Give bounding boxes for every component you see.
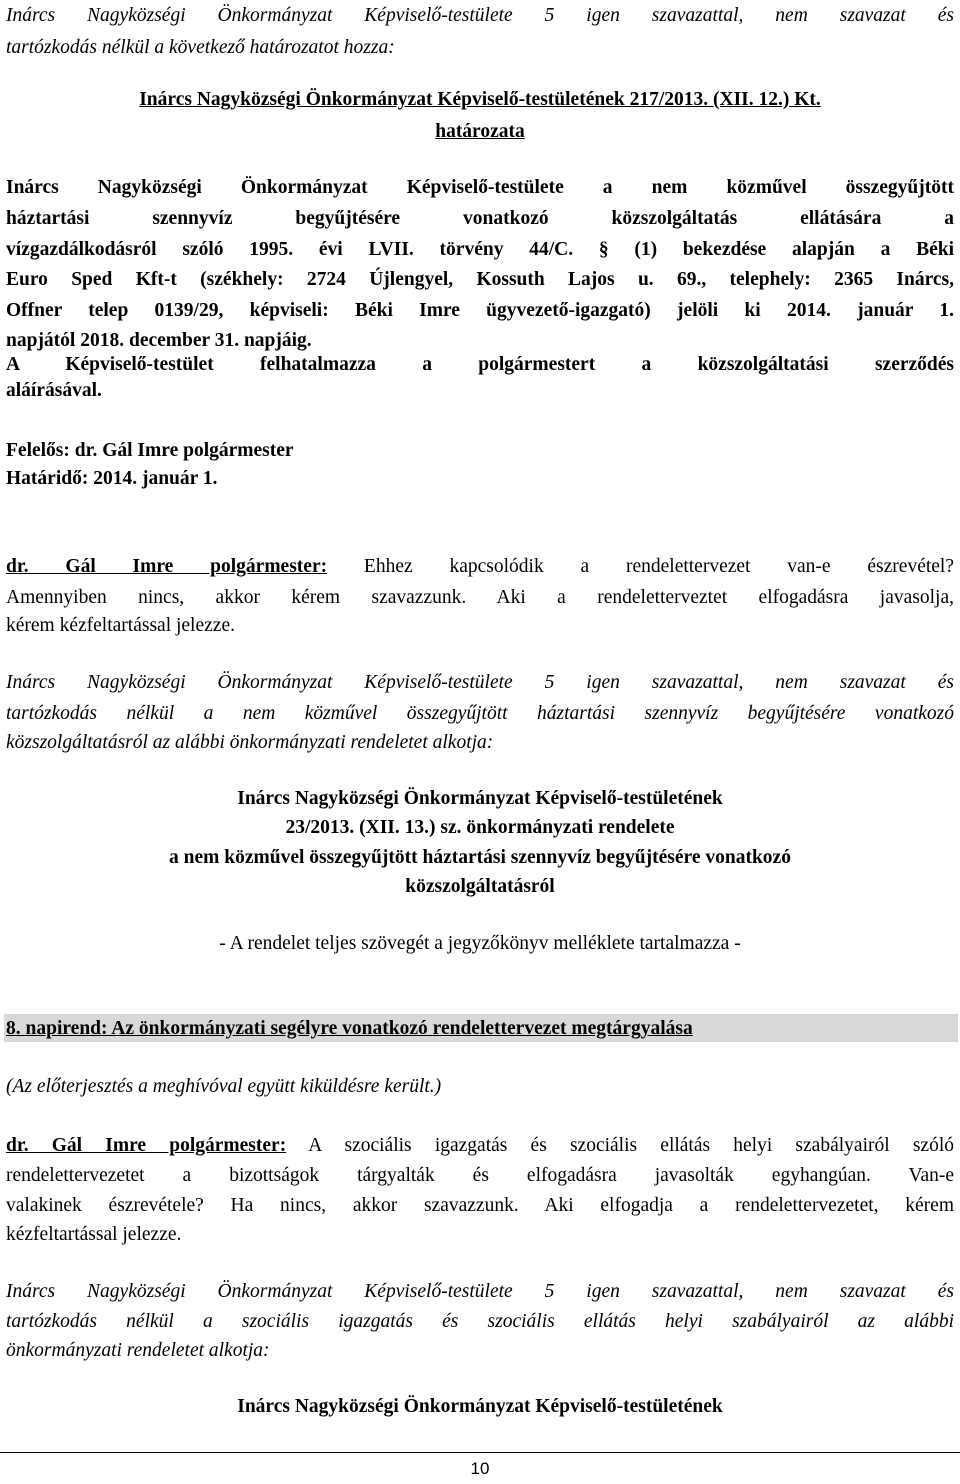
agenda-number: 8. napirend:: [6, 1018, 108, 1039]
resolution-body-line: napjától 2018. december 31. napjáig.: [6, 330, 312, 351]
responsible-line: Felelős: dr. Gál Imre polgármester: [6, 440, 294, 461]
resolution-body-line: A Képviselő-testület felhatalmazza a polgármestert a közszolgáltatási szerződés: [6, 354, 954, 375]
speech-text: Ehhez kapcsolódik a rendelettervezet van-e észrevétel?: [327, 556, 954, 577]
footer-divider: [0, 1452, 960, 1453]
resolution-subtitle-text: határozata: [435, 121, 525, 142]
speech-line: Amennyiben nincs, akkor kérem szavazzunk. Aki a rendeletterveztet elfogadásra javasolja,: [6, 587, 954, 608]
deadline-line: Határidő: 2014. január 1.: [6, 468, 218, 489]
agenda-title: Az önkormányzati segélyre vonatkozó rendelettervezet megtárgyalása: [107, 1018, 693, 1039]
decree-title: Inárcs Nagyközségi Önkormányzat Képviselő-testületének: [237, 1396, 723, 1417]
resolution-body-line: Euro Sped Kft-t (székhely: 2724 Újlengyel, Kossuth Lajos u. 69., telephely: 2365 Inárcs,: [6, 269, 954, 290]
resolution-subtitle: [0, 120, 960, 144]
speech-line: valakinek észrevétele? Ha nincs, akkor szavazzunk. Aki elfogadja a rendelettervezetet, kérem: [6, 1195, 954, 1216]
resolution-title-text: Inárcs Nagyközségi Önkormányzat Képviselő-testületének 217/2013. (XII. 12.) Kt.: [139, 89, 821, 110]
decree-number: 23/2013. (XII. 13.) sz. önkormányzati rendelete: [285, 817, 675, 838]
agenda-note: (Az előterjesztés a meghívóval együtt kiküldésre került.): [6, 1076, 442, 1097]
agenda-heading: [6, 1017, 954, 1041]
speech-line: kérem kézfeltartással jelezze.: [6, 615, 235, 636]
speech-line: kézfeltartással jelezze.: [6, 1224, 182, 1245]
vote-statement-line: Inárcs Nagyközségi Önkormányzat Képviselő-testülete 5 igen szavazattal, nem szavazat és: [6, 672, 954, 693]
decree-subject: a nem közművel összegyűjtött háztartási szennyvíz begyűjtésére vonatkozó: [169, 847, 791, 868]
vote-statement-line: közszolgáltatásról az alábbi önkormányzati rendeletet alkotja:: [6, 732, 494, 753]
resolution-title: [0, 88, 960, 112]
resolution-body-line: Inárcs Nagyközségi Önkormányzat Képviselő-testülete a nem közművel összegyűjtött: [6, 177, 954, 198]
speech-line: rendelettervezetet a bizottságok tárgyalták és elfogadásra javasolták egyhangúan. Van-e: [6, 1165, 954, 1186]
decree-note: - A rendelet teljes szövegét a jegyzőkönyv melléklete tartalmazza -: [219, 933, 741, 954]
speech-line: [6, 1134, 954, 1158]
vote-statement-line: Inárcs Nagyközségi Önkormányzat Képviselő-testülete 5 igen szavazattal, nem szavazat és: [6, 5, 954, 26]
resolution-body-line: vízgazdálkodásról szóló 1995. évi LVII. törvény 44/C. § (1) bekezdése alapján a Béki: [6, 239, 954, 260]
resolution-body-line: Offner telep 0139/29, képviseli: Béki Imre ügyvezető-igazgató) jelöli ki 2014. január 1.: [6, 300, 954, 321]
vote-statement-line: tartózkodás nélkül a következő határozatot hozza:: [6, 37, 395, 58]
vote-statement-line: tartózkodás nélkül a nem közművel összegyűjtött háztartási szennyvíz begyűjtésére vonatkozó: [6, 703, 954, 724]
decree-subject: közszolgáltatásról: [405, 876, 555, 897]
speech-text: A szociális igazgatás és szociális ellátás helyi szabályairól szóló: [286, 1135, 954, 1156]
page-number: 10: [470, 1459, 490, 1478]
speech-line: [6, 555, 954, 579]
decree-title: Inárcs Nagyközségi Önkormányzat Képviselő-testületének: [237, 788, 723, 809]
vote-statement-line: tartózkodás nélkül a szociális igazgatás és szociális ellátás helyi szabályairól az alábbi: [6, 1311, 954, 1332]
speaker-name: dr. Gál Imre polgármester:: [6, 1135, 287, 1156]
resolution-body-line: háztartási szennyvíz begyűjtésére vonatkozó közszolgáltatás ellátására a: [6, 208, 954, 229]
vote-statement-line: Inárcs Nagyközségi Önkormányzat Képviselő-testülete 5 igen szavazattal, nem szavazat és: [6, 1281, 954, 1302]
resolution-body-line: aláírásával.: [6, 380, 102, 401]
vote-statement-line: önkormányzati rendeletet alkotja:: [6, 1340, 270, 1361]
speaker-name: dr. Gál Imre polgármester:: [6, 556, 328, 577]
